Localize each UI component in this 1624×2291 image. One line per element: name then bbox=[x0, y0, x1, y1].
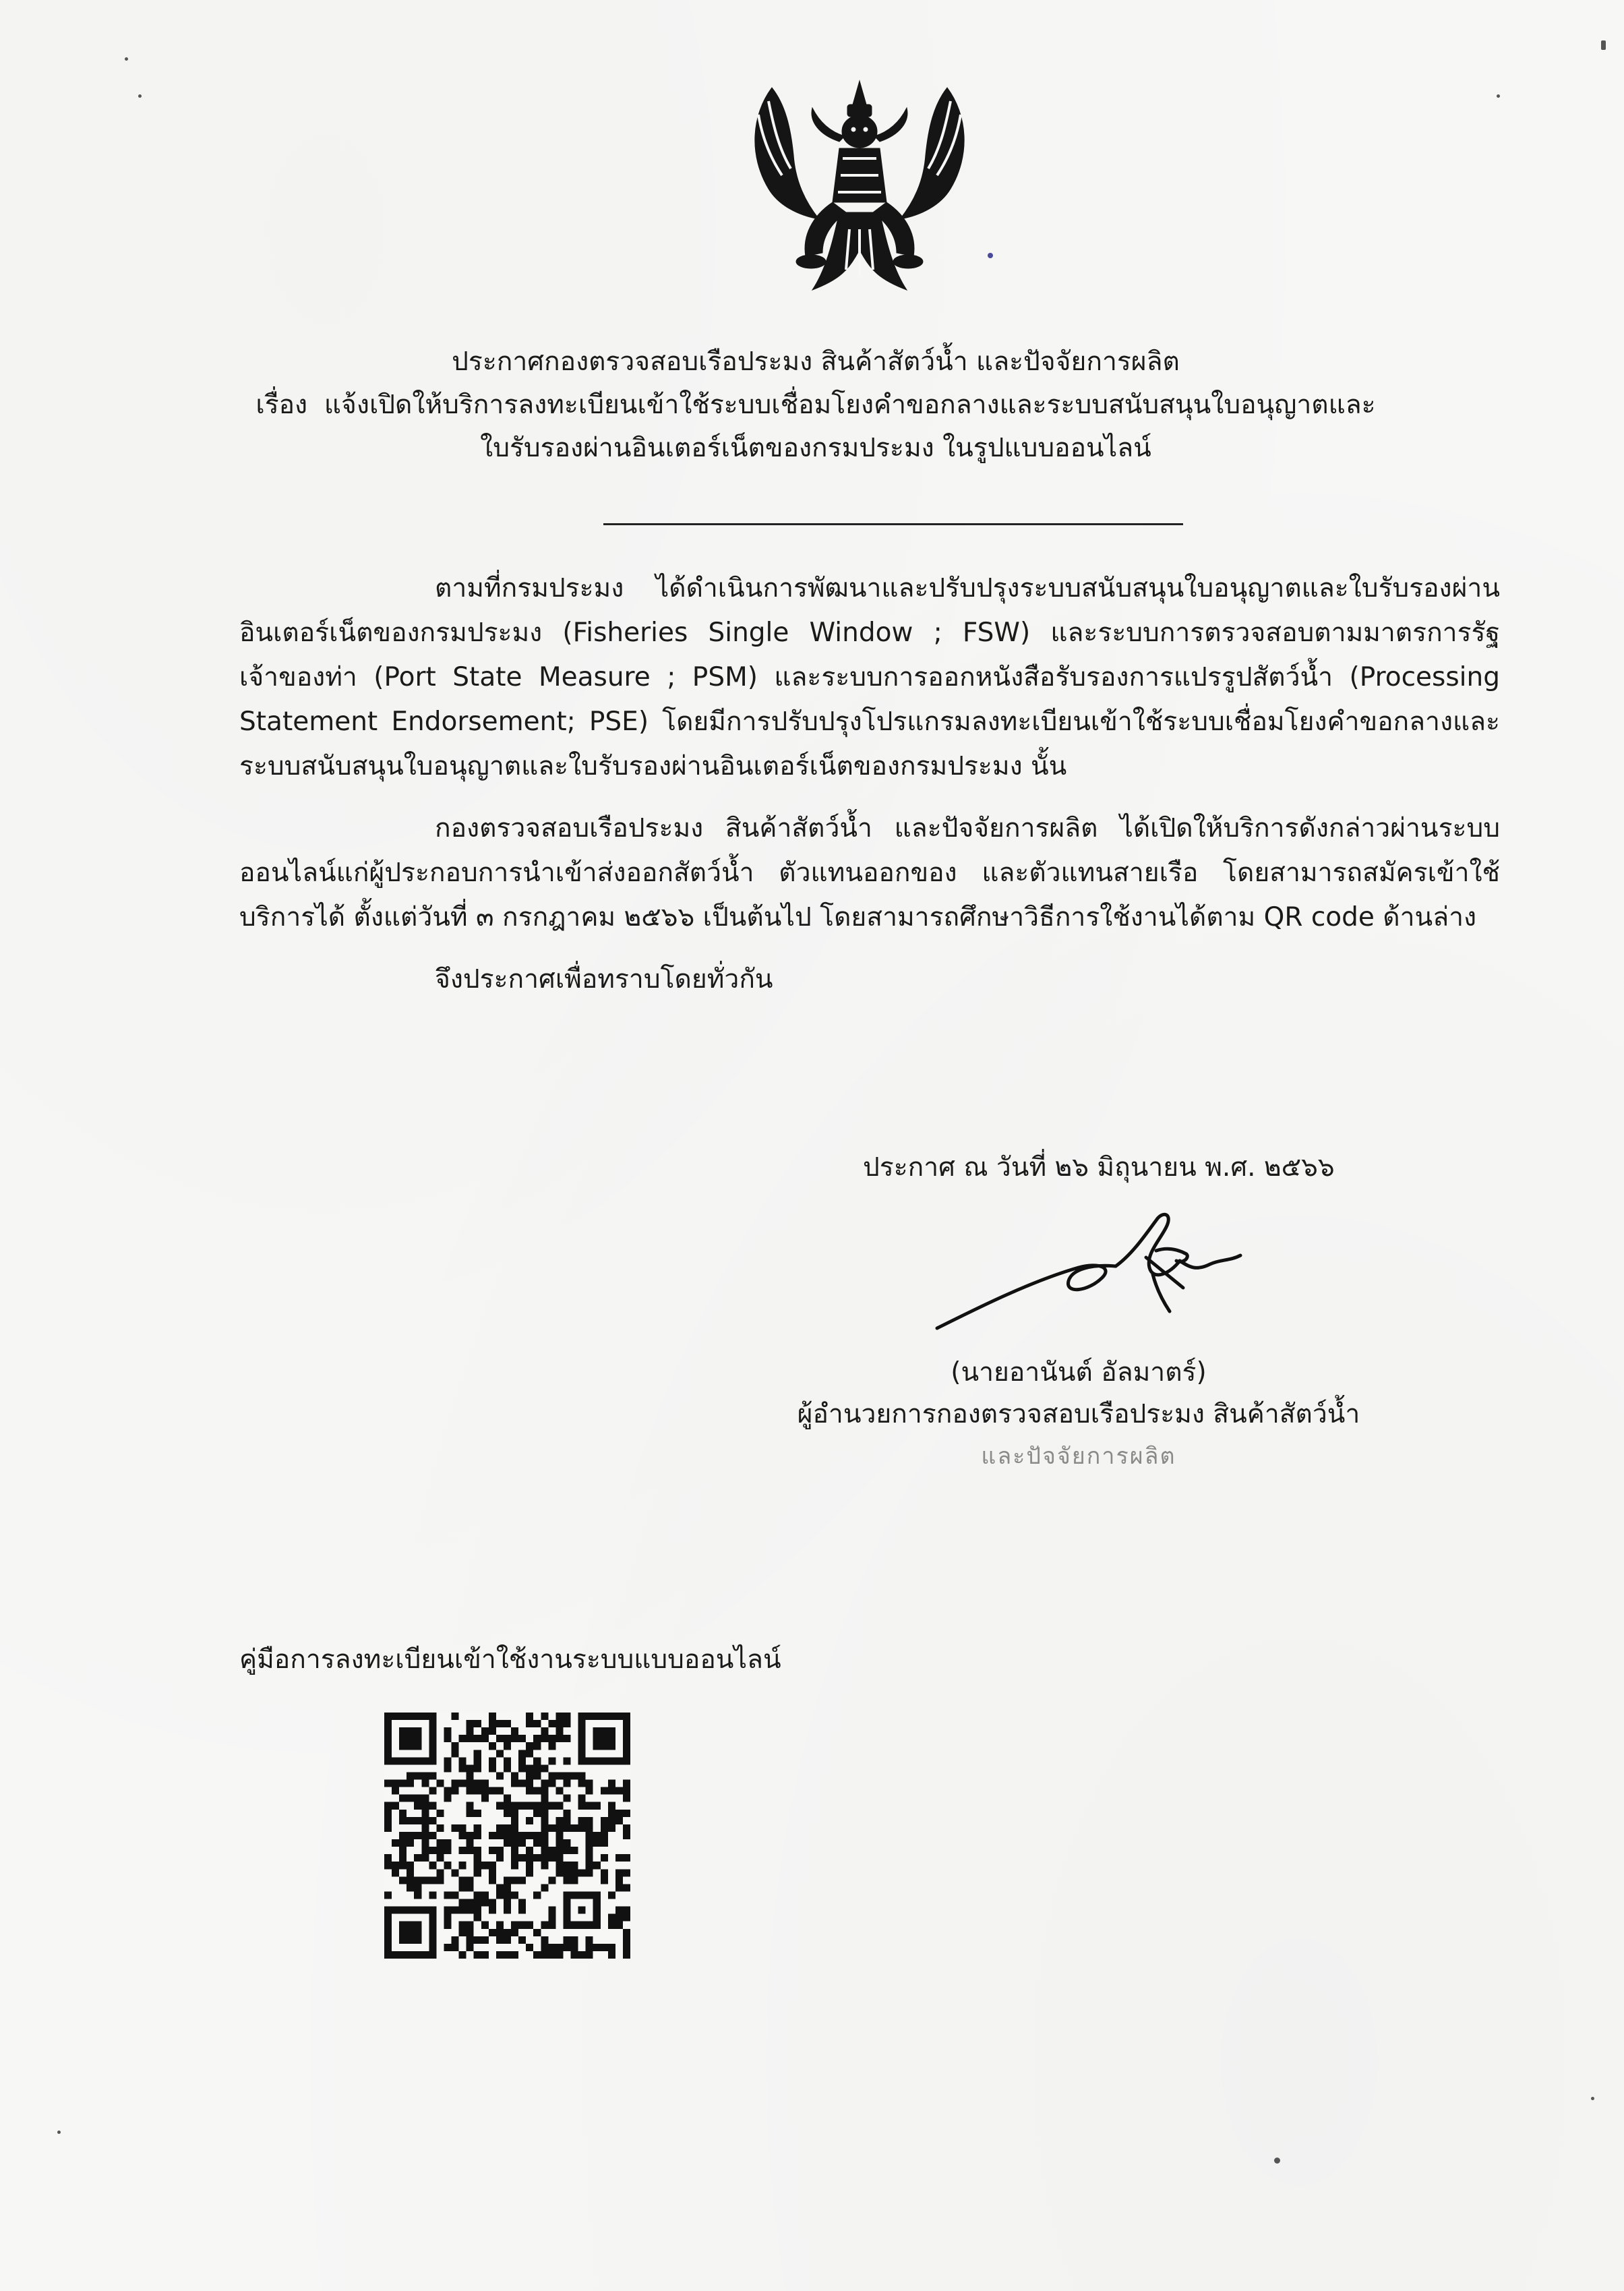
subject-text-line2: ใบรับรองผ่านอินเตอร์เน็ตของกรมประมง ในรูปแบบออนไลน์ bbox=[480, 433, 1151, 463]
body-paragraph-1: ตามที่กรมประมง ได้ดำเนินการพัฒนาและปรับปรุงระบบสนับสนุนใบอนุญาตและใบรับรองผ่านอินเตอร์เน็ตของกรมประมง (Fisheries Single Window ; FSW) และระบบการตรวจสอบตามมาตรการรัฐเจ้าของท่า (Port State Measure ; PSM) และระบบการออกหนังสือรับรองการแปรรูปสัตว์น้ำ (Processing Statement Endorsement; PSE) โดยมีการปรับปรุงโปรแกรมลงทะเบียนเข้าใช้ระบบเชื่อมโยงคำขอกลางและระบบสนับสนุนใบอนุญาตและใบรับรองผ่านอินเตอร์เน็ตของกรมประมง นั้น bbox=[239, 573, 1500, 781]
announcement-subject bbox=[202, 384, 1429, 427]
scan-speck bbox=[1274, 2158, 1280, 2164]
scan-speck bbox=[1601, 40, 1606, 50]
signer-position-line2: และปัจจัยการผลิต bbox=[981, 1443, 1176, 1470]
scan-speck bbox=[1591, 2097, 1594, 2100]
signer-block bbox=[775, 1352, 1382, 1477]
scan-speck bbox=[988, 253, 993, 258]
signer-position: ผู้อำนวยการกองตรวจสอบเรือประมง สินค้าสัตว์น้ำ bbox=[797, 1399, 1360, 1429]
announcement-body bbox=[239, 566, 1500, 1002]
qr-code-icon[interactable] bbox=[384, 1713, 630, 1959]
handwritten-signature bbox=[924, 1193, 1301, 1348]
scan-speck bbox=[57, 2131, 61, 2134]
announcement-date: ประกาศ ณ วันที่ ๒๖ มิถุนายน พ.ศ. ๒๕๖๖ bbox=[863, 1152, 1335, 1183]
scan-speck bbox=[138, 94, 142, 98]
subject-label: เรื่อง bbox=[255, 390, 308, 420]
heading-divider bbox=[603, 523, 1183, 525]
announcement-heading bbox=[202, 340, 1429, 470]
garuda-emblem-icon bbox=[731, 74, 988, 303]
manual-label: คู่มือการลงทะเบียนเข้าใช้งานระบบแบบออนไลน์ bbox=[239, 1644, 781, 1675]
scan-speck bbox=[125, 57, 128, 61]
subject-text-line1: แจ้งเปิดให้บริการลงทะเบียนเข้าใช้ระบบเชื่อมโยงคำขอกลางและระบบสนับสนุนใบอนุญาตและ bbox=[324, 390, 1376, 420]
signer-name: (นายอานันต์ อัลมาตร์) bbox=[951, 1357, 1207, 1388]
announcement-title: ประกาศกองตรวจสอบเรือประมง สินค้าสัตว์น้ำ และปัจจัยการผลิต bbox=[452, 347, 1180, 377]
scan-speck bbox=[1497, 94, 1500, 98]
closing-statement: จึงประกาศเพื่อทราบโดยทั่วกัน bbox=[435, 964, 773, 994]
body-paragraph-2: กองตรวจสอบเรือประมง สินค้าสัตว์น้ำ และปัจจัยการผลิต ได้เปิดให้บริการดังกล่าวผ่านระบบออนไลน์แก่ผู้ประกอบการนำเข้าส่งออกสัตว์น้ำ ตัวแทนออกของ และตัวแทนสายเรือ โดยสามารถสมัครเข้าใช้บริการได้ ตั้งแต่วันที่ ๓ กรกฎาคม ๒๕๖๖ เป็นต้นไป โดยสามารถศึกษาวิธีการใช้งานได้ตาม QR code ด้านล่าง bbox=[239, 813, 1500, 932]
